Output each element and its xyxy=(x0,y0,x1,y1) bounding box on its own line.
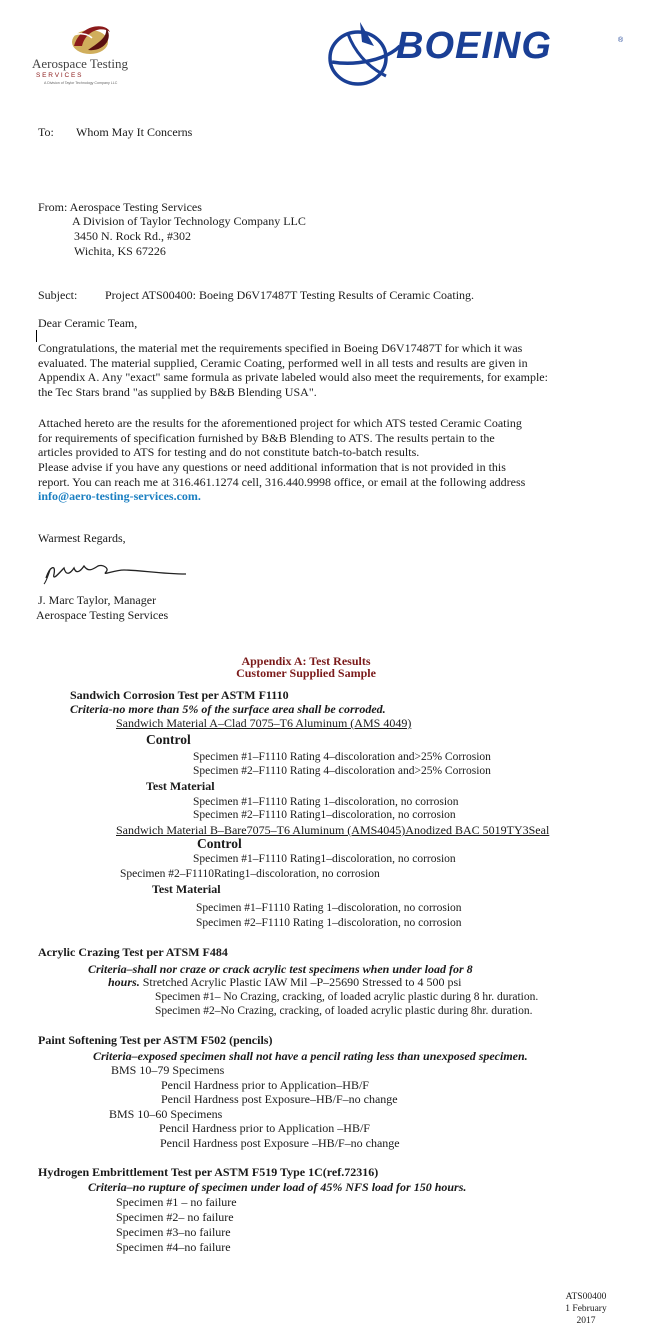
test-b-specimen-2: Specimen #2–F1110 Rating 1–discoloration, no corrosion xyxy=(196,917,462,929)
control-b-specimen-1: Specimen #1–F1110 Rating1–discoloration, no corrosion xyxy=(193,853,456,865)
from-address: 3450 N. Rock Rd., #302 xyxy=(74,229,191,243)
to-label: To: xyxy=(38,125,54,139)
test-a-specimen-1: Specimen #1–F1110 Rating 1–discoloration, no corrosion xyxy=(193,796,459,808)
subject-label: Subject: xyxy=(38,288,78,302)
paint-criteria: Criteria–exposed specimen shall not have a pencil rating less than unexposed specimen. xyxy=(93,1049,528,1063)
sandwich-material-b: Sandwich Material B–Bare7075–T6 Aluminum (AMS4045)Anodized BAC 5019TY3Seal xyxy=(116,823,550,837)
footer-date: 1 February xyxy=(565,1304,607,1314)
acrylic-heading: Acrylic Crazing Test per ATSM F484 xyxy=(38,945,228,959)
ats-logo-services: S E R V I C E S xyxy=(36,72,82,79)
acrylic-criteria-line1: Criteria–shall nor craze or crack acrylic test specimens when under load for 8 xyxy=(88,962,473,976)
paragraph-line: the Tec Stars brand "as supplied by B&B Blending USA". xyxy=(38,384,317,399)
test-b-label: Test Material xyxy=(152,882,221,896)
to-value: Whom May It Concerns xyxy=(76,125,193,139)
from-division: A Division of Taylor Technology Company LLC xyxy=(72,214,306,228)
hydrogen-heading: Hydrogen Embrittlement Test per ASTM F519 Type 1C(ref.72316) xyxy=(38,1165,379,1179)
paragraph-line: articles provided to ATS for testing and do not constitute batch-to-batch results. xyxy=(38,445,420,459)
acrylic-criteria-line2: hours. xyxy=(108,975,140,989)
paint-heading: Paint Softening Test per ASTM F502 (pencils) xyxy=(38,1033,273,1047)
control-b-specimen-2: Specimen #2–F1110Rating1–discoloration, no corrosion xyxy=(120,868,380,880)
test-b-specimen-1: Specimen #1–F1110 Rating 1–discoloration, no corrosion xyxy=(196,902,462,914)
boeing-logo xyxy=(326,20,626,88)
footer-ref: ATS00400 xyxy=(565,1292,607,1302)
paint-group-1: BMS 10–79 Specimens xyxy=(111,1063,225,1077)
control-b-label: Control xyxy=(197,836,242,851)
paragraph-attached xyxy=(38,416,644,460)
sandwich-material-a: Sandwich Material A–Clad 7075–T6 Aluminum (AMS 4049) xyxy=(116,716,412,730)
control-a-label: Control xyxy=(146,732,191,747)
signature-image xyxy=(40,556,190,586)
appendix-title: Appendix A: Test Results xyxy=(241,654,371,668)
closing: Warmest Regards, xyxy=(38,531,126,545)
test-a-label: Test Material xyxy=(146,779,215,793)
paint-group-2-item-2: Pencil Hardness post Exposure –HB/F–no change xyxy=(160,1136,400,1150)
ats-logo-tagline: A Division of Taylor Technology Company LLC xyxy=(44,81,118,85)
paint-group-2-item-1: Pencil Hardness prior to Application –HB/F xyxy=(159,1121,370,1135)
hydrogen-criteria: Criteria–no rupture of specimen under load of 45% NFS load for 150 hours. xyxy=(88,1180,467,1194)
subject-value: Project ATS00400: Boeing D6V17487T Testing Results of Ceramic Coating. xyxy=(105,288,475,302)
text-cursor xyxy=(36,330,37,342)
paragraph-line: Appendix A. Any "exact" same formula as private labeled would also meet the requirements, for example: xyxy=(38,370,548,384)
acrylic-specimen-1: Specimen #1– No Crazing, cracking, of loaded acrylic plastic during 8 hr. duration. xyxy=(155,991,539,1003)
hydrogen-specimen-3: Specimen #3–no failure xyxy=(116,1225,231,1239)
boeing-wordmark: BOEING xyxy=(396,25,552,67)
email-link[interactable]: info@aero-testing-services.com. xyxy=(38,489,201,503)
boeing-registered-mark: ® xyxy=(618,37,624,44)
paragraph-line: report. You can reach me at 316.461.1274 cell, 316.440.9998 office, or email at the following address xyxy=(38,474,526,489)
signer-name: J. Marc Taylor, Manager xyxy=(38,593,157,607)
acrylic-spec-line: Stretched Acrylic Plastic IAW Mil –P–25690 Stressed to 4 500 psi xyxy=(139,975,462,989)
test-a-specimen-2: Specimen #2–F1110 Rating1–discoloration, no corrosion xyxy=(193,809,456,821)
control-a-specimen-2: Specimen #2–F1110 Rating 4–discoloration and>25% Corrosion xyxy=(193,765,491,777)
signer-company: Aerospace Testing Services xyxy=(36,608,169,622)
paint-group-2: BMS 10–60 Specimens xyxy=(109,1107,223,1121)
paragraph-contact xyxy=(38,460,644,504)
ats-logo xyxy=(30,16,160,88)
control-a-specimen-1: Specimen #1–F1110 Rating 4–discoloration and>25% Corrosion xyxy=(193,751,491,763)
hydrogen-specimen-1: Specimen #1 – no failure xyxy=(116,1195,237,1209)
paint-group-1-item-1: Pencil Hardness prior to Application–HB/F xyxy=(161,1078,369,1092)
paragraph-line: Attached hereto are the results for the aforementioned project for which ATS tested Ceramic Coating xyxy=(38,416,522,430)
hydrogen-specimen-2: Specimen #2– no failure xyxy=(116,1210,234,1224)
appendix-subtitle: Customer Supplied Sample xyxy=(236,666,376,680)
ats-swirl-logo-icon xyxy=(30,16,160,88)
ats-logo-name: Aerospace Testing xyxy=(32,56,128,71)
paragraph-line: evaluated. The material supplied, Ceramic Coating, performed well in all tests and results are given in xyxy=(38,355,528,370)
acrylic-specimen-2: Specimen #2–No Crazing, cracking, of loaded acrylic plastic during 8hr. duration. xyxy=(155,1005,533,1017)
paragraph-line: Congratulations, the material met the requirements specified in Boeing D6V17487T for which it was xyxy=(38,341,523,355)
boeing-globe-icon xyxy=(326,20,626,88)
hydrogen-specimen-4: Specimen #4–no failure xyxy=(116,1240,231,1254)
paragraph-congratulations xyxy=(38,341,644,399)
paint-group-1-item-2: Pencil Hardness post Exposure–HB/F–no change xyxy=(161,1092,398,1106)
from-line: From: Aerospace Testing Services xyxy=(38,200,202,214)
paragraph-line: Please advise if you have any questions or need additional information that is not provided in this xyxy=(38,460,506,474)
from-city: Wichita, KS 67226 xyxy=(74,244,166,258)
sandwich-heading: Sandwich Corrosion Test per ASTM F1110 xyxy=(70,688,289,702)
paragraph-line: for requirements of specification furnished by B&B Blending to ATS. The results pertain to the xyxy=(38,430,495,445)
footer-year: 2017 xyxy=(576,1316,596,1326)
salutation: Dear Ceramic Team, xyxy=(38,316,138,330)
sandwich-criteria: Criteria-no more than 5% of the surface area shall be corroded. xyxy=(70,702,386,716)
